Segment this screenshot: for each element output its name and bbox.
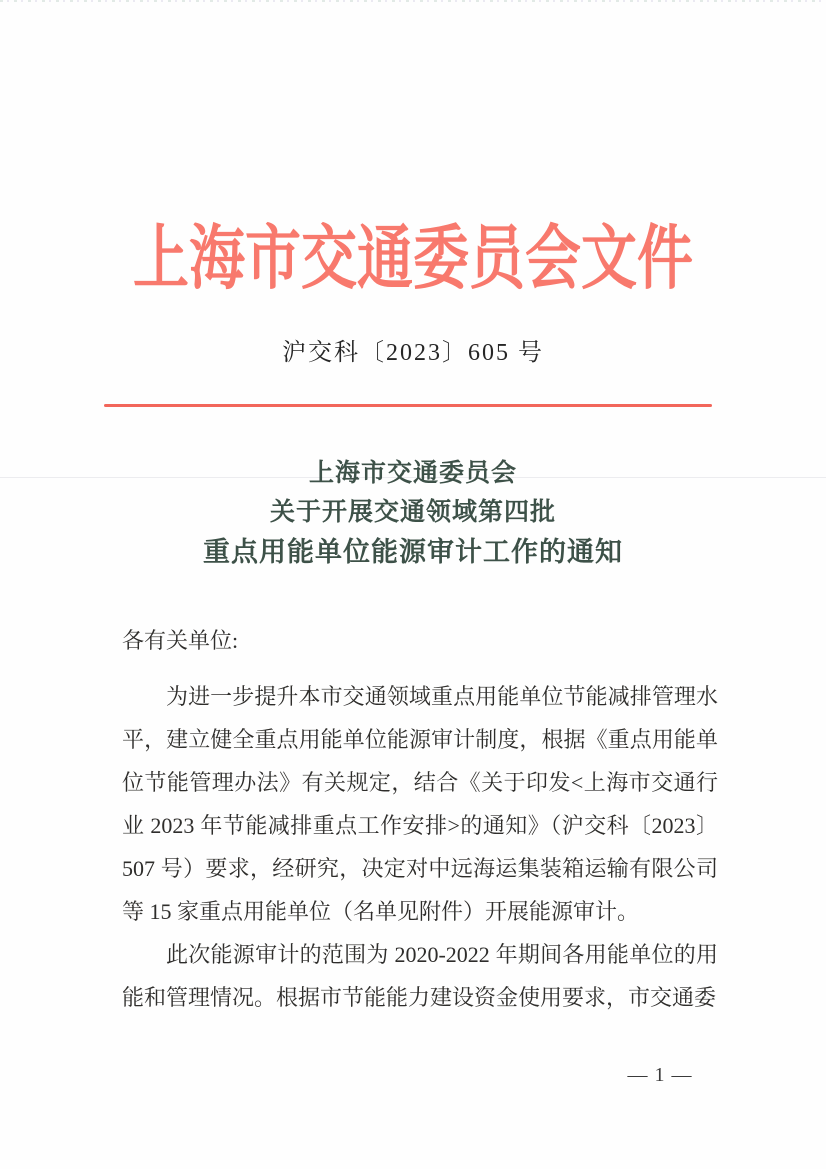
red-separator-line <box>104 404 712 407</box>
subject-line-issuer: 上海市交通委员会 <box>308 459 517 487</box>
subject-line-notice: 重点用能单位能源审计工作的通知 <box>203 537 623 567</box>
document-number: 沪交科〔2023〕605 号 <box>282 340 544 366</box>
document-body <box>122 619 718 1019</box>
document-subject <box>0 454 826 573</box>
scan-noise-edge <box>0 0 826 2</box>
letterhead-title: 上海市交通委员会文件 <box>133 221 693 298</box>
body-paragraph-1: 为进一步提升本市交通领域重点用能单位节能减排管理水平，建立健全重点用能单位能源审计制度，根据《重点用能单位节能管理办法》有关规定，结合《关于印发<上海市交通行业 2023 年节能减排重点工作安排>的通知》（沪交科〔2023〕507 号）要求，经研究，决定对中远海运集装箱运输有限公司等 15 家重点用能单位（名单见附件）开展能源审计。 <box>122 684 718 924</box>
page-number: — 1 — <box>627 1064 693 1086</box>
subject-line-topic: 关于开展交通领域第四批 <box>269 498 556 526</box>
body-paragraph-2: 此次能源审计的范围为 2020-2022 年期间各用能单位的用能和管理情况。根据市节能能力建设资金使用要求，市交通委 <box>122 942 718 1010</box>
salutation: 各有关单位: <box>122 628 239 653</box>
